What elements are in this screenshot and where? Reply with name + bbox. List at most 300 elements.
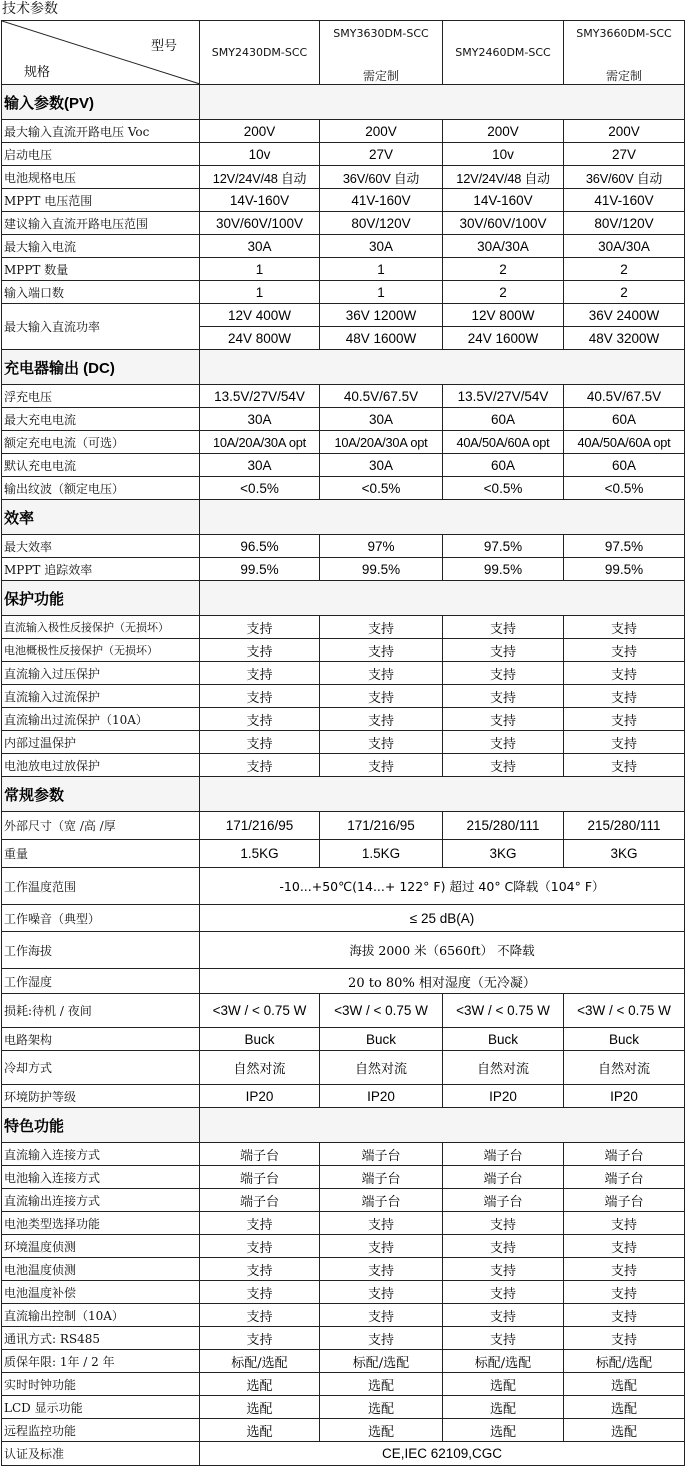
section-fill [200, 1108, 685, 1143]
value-cell: 端子台 [320, 1189, 443, 1212]
value-cell: 97.5% [443, 535, 564, 558]
value-cell: 36V 2400W [564, 304, 685, 327]
row-label: 最大效率 [2, 535, 200, 558]
row-label: 直流输入过压保护 [2, 662, 200, 685]
value-cell: 支持 [320, 616, 443, 639]
value-cell: 支持 [564, 662, 685, 685]
spec-row [2, 994, 685, 1028]
value-cell: 选配 [564, 1419, 685, 1442]
value-cell: 端子台 [443, 1143, 564, 1166]
row-label: 内部过温保护 [2, 731, 200, 754]
row-label: 直流输入连接方式 [2, 1143, 200, 1166]
spec-row [2, 408, 685, 431]
row-label: 最大输入电流 [2, 235, 200, 258]
spec-row [2, 731, 685, 754]
value-cell: <3W / < 0.75 W [320, 994, 443, 1028]
value-cell: 24V 1600W [443, 327, 564, 350]
value-cell: 支持 [320, 708, 443, 731]
value-cell: 40.5V/67.5V [564, 385, 685, 408]
value-cell: 支持 [320, 685, 443, 708]
value-cell: 支持 [564, 1304, 685, 1327]
row-label: 重量 [2, 840, 200, 868]
model-name: SMY3660DM-SCC [576, 27, 672, 40]
row-label: 环境温度侦测 [2, 1235, 200, 1258]
value-cell: 36V 1200W [320, 304, 443, 327]
spec-row [2, 235, 685, 258]
value-cell: 1 [200, 281, 320, 304]
value-cell: 支持 [443, 685, 564, 708]
value-cell: 支持 [320, 1304, 443, 1327]
value-cell: 支持 [443, 639, 564, 662]
row-label: 最大输入直流功率 [2, 304, 200, 350]
value-cell: 40A/50A/60A opt [443, 431, 564, 454]
value-cell: 端子台 [320, 1143, 443, 1166]
row-label: 工作海拔 [2, 932, 200, 969]
value-cell: 支持 [200, 1281, 320, 1304]
value-cell: 支持 [564, 1281, 685, 1304]
value-cell: 60A [443, 408, 564, 431]
value-cell: 端子台 [320, 1166, 443, 1189]
value-cell: <3W / < 0.75 W [564, 994, 685, 1028]
value-cell: 14V-160V [443, 189, 564, 212]
row-label: 电池规格电压 [2, 166, 200, 189]
row-label: 建议输入直流开路电压范围 [2, 212, 200, 235]
value-cell: <3W / < 0.75 W [443, 994, 564, 1028]
value-cell: 36V/60V 自动 [564, 166, 685, 189]
value-cell: 支持 [564, 1327, 685, 1350]
spec-row [2, 868, 685, 905]
value-cell: 60A [564, 408, 685, 431]
spec-row [2, 189, 685, 212]
value-cell: 48V 1600W [320, 327, 443, 350]
value-cell: 30A/30A [564, 235, 685, 258]
value-cell: 支持 [564, 616, 685, 639]
value-cell: 选配 [320, 1396, 443, 1419]
value-cell: 自然对流 [443, 1051, 564, 1085]
value-cell: 支持 [320, 1212, 443, 1235]
value-cell: 200V [320, 120, 443, 143]
row-label: 电池概极性反接保护（无损坏） [2, 639, 200, 662]
value-cell: 41V-160V [564, 189, 685, 212]
value-cell: 30A [200, 454, 320, 477]
value-cell: <3W / < 0.75 W [200, 994, 320, 1028]
section-fill [200, 500, 685, 535]
value-cell: 40A/50A/60A opt [564, 431, 685, 454]
value-cell: 97.5% [564, 535, 685, 558]
value-cell: 215/280/111 [443, 812, 564, 840]
value-cell: Buck [443, 1028, 564, 1051]
row-label: MPPT 追踪效率 [2, 558, 200, 581]
value-cell: IP20 [564, 1085, 685, 1108]
spec-row [2, 685, 685, 708]
value-cell: 支持 [200, 685, 320, 708]
value-cell: 选配 [564, 1396, 685, 1419]
section-fill [200, 581, 685, 616]
section-title: 特色功能 [2, 1108, 200, 1143]
section-header-row [2, 777, 685, 812]
value-cell: 自然对流 [200, 1051, 320, 1085]
value-cell: 10v [200, 143, 320, 166]
spec-row [2, 1258, 685, 1281]
value-cell: 支持 [200, 754, 320, 777]
value-cell: 支持 [200, 616, 320, 639]
value-cell: 171/216/95 [320, 812, 443, 840]
model-note: 需定制 [362, 69, 399, 83]
row-label: 输入端口数 [2, 281, 200, 304]
value-cell: 30A/30A [443, 235, 564, 258]
value-cell: 支持 [200, 662, 320, 685]
value-cell: 10A/20A/30A opt [320, 431, 443, 454]
section-fill [200, 85, 685, 120]
row-label: 电池类型选择功能 [2, 1212, 200, 1235]
spec-row [2, 1189, 685, 1212]
value-cell: 支持 [564, 1235, 685, 1258]
value-cell: 48V 3200W [564, 327, 685, 350]
row-label: 直流输出连接方式 [2, 1189, 200, 1212]
value-cell: <0.5% [200, 477, 320, 500]
value-cell: <0.5% [320, 477, 443, 500]
value-cell: 支持 [443, 708, 564, 731]
value-cell: IP20 [200, 1085, 320, 1108]
value-cell: 30A [320, 408, 443, 431]
value-cell: 30A [200, 235, 320, 258]
row-label: 工作湿度 [2, 969, 200, 994]
value-cell: 支持 [200, 1258, 320, 1281]
spec-row [2, 143, 685, 166]
row-label: LCD 显示功能 [2, 1396, 200, 1419]
value-cell: 端子台 [443, 1166, 564, 1189]
value-cell: 支持 [564, 685, 685, 708]
spec-row [2, 662, 685, 685]
row-label: 输出纹波（额定电压） [2, 477, 200, 500]
model-header [564, 21, 685, 85]
spec-row [2, 1350, 685, 1373]
row-label: 工作温度范围 [2, 868, 200, 905]
row-label: 最大充电电流 [2, 408, 200, 431]
spec-row [2, 535, 685, 558]
value-cell: 自然对流 [564, 1051, 685, 1085]
value-cell: 80V/120V [564, 212, 685, 235]
value-cell: 1 [320, 281, 443, 304]
value-cell: 30A [200, 408, 320, 431]
value-cell: 支持 [443, 1235, 564, 1258]
value-cell: Buck [200, 1028, 320, 1051]
value-cell: <0.5% [443, 477, 564, 500]
spec-row [2, 1327, 685, 1350]
spec-row [2, 1281, 685, 1304]
row-label: 电池温度补偿 [2, 1281, 200, 1304]
section-header-row [2, 85, 685, 120]
value-cell: 30A [320, 235, 443, 258]
row-label: 认证及标准 [2, 1442, 200, 1466]
value-cell: 支持 [320, 731, 443, 754]
value-cell: 支持 [320, 1235, 443, 1258]
value-cell: 选配 [564, 1373, 685, 1396]
model-name: SMY2460DM-SCC [455, 46, 551, 59]
value-cell: 支持 [443, 731, 564, 754]
section-title: 充电器输出 (DC) [2, 350, 200, 385]
spec-row [2, 477, 685, 500]
value-cell: 选配 [443, 1419, 564, 1442]
value-cell: 端子台 [564, 1189, 685, 1212]
spec-row [2, 905, 685, 932]
row-label: 直流输入极性反接保护（无损坏） [2, 616, 200, 639]
value-cell: 99.5% [443, 558, 564, 581]
row-label: 电池温度侦测 [2, 1258, 200, 1281]
spec-row [2, 385, 685, 408]
model-header [320, 21, 443, 85]
value-cell: 自然对流 [320, 1051, 443, 1085]
value-cell: 选配 [200, 1396, 320, 1419]
value-cell: 支持 [200, 1304, 320, 1327]
row-label: 工作噪音（典型） [2, 905, 200, 932]
value-cell: 支持 [564, 708, 685, 731]
value-cell: 选配 [443, 1373, 564, 1396]
value-cell: Buck [320, 1028, 443, 1051]
row-label: MPPT 电压范围 [2, 189, 200, 212]
value-cell: 端子台 [200, 1166, 320, 1189]
value-cell: 选配 [443, 1396, 564, 1419]
row-label: 电池放电过放保护 [2, 754, 200, 777]
value-cell: 30A [320, 454, 443, 477]
value-cell: 12V/24V/48 自动 [443, 166, 564, 189]
value-cell: 13.5V/27V/54V [200, 385, 320, 408]
section-header-row [2, 1108, 685, 1143]
value-cell: 99.5% [564, 558, 685, 581]
value-cell: 14V-160V [200, 189, 320, 212]
row-label: 电池输入连接方式 [2, 1166, 200, 1189]
spec-row [2, 932, 685, 969]
value-cell: 支持 [200, 1327, 320, 1350]
row-label: 直流输出过流保护（10A） [2, 708, 200, 731]
value-cell: 10A/20A/30A opt [200, 431, 320, 454]
value-cell: 215/280/111 [564, 812, 685, 840]
value-cell: 99.5% [200, 558, 320, 581]
row-label: 冷却方式 [2, 1051, 200, 1085]
spec-row [2, 1212, 685, 1235]
merged-value-cell: -10...+50℃(14...+ 122° F) 超过 40° C降载（104° F） [200, 868, 685, 905]
row-label: 环境防护等级 [2, 1085, 200, 1108]
row-label: 默认充电电流 [2, 454, 200, 477]
spec-row [2, 1166, 685, 1189]
value-cell: 支持 [564, 731, 685, 754]
spec-row [2, 840, 685, 868]
row-label: 外部尺寸（宽 /高 /厚 [2, 812, 200, 840]
value-cell: 端子台 [564, 1166, 685, 1189]
model-note: 需定制 [605, 69, 642, 83]
section-fill [200, 350, 685, 385]
spec-row [2, 558, 685, 581]
row-label: 电路架构 [2, 1028, 200, 1051]
value-cell: 1.5KG [320, 840, 443, 868]
value-cell: 2 [443, 281, 564, 304]
section-title: 效率 [2, 500, 200, 535]
value-cell: <0.5% [564, 477, 685, 500]
value-cell: 3KG [443, 840, 564, 868]
row-label: 通讯方式: RS485 [2, 1327, 200, 1350]
spec-row [2, 120, 685, 143]
value-cell: 200V [564, 120, 685, 143]
spec-row [2, 1373, 685, 1396]
value-cell: 12V/24V/48 自动 [200, 166, 320, 189]
value-cell: 支持 [200, 708, 320, 731]
value-cell: 支持 [443, 662, 564, 685]
section-header-row [2, 500, 685, 535]
value-cell: 端子台 [564, 1143, 685, 1166]
model-header [443, 21, 564, 85]
value-cell: 支持 [320, 1327, 443, 1350]
value-cell: 端子台 [200, 1143, 320, 1166]
value-cell: 27V [564, 143, 685, 166]
value-cell: 1.5KG [200, 840, 320, 868]
spec-row [2, 1442, 685, 1466]
spec-row [2, 258, 685, 281]
value-cell: 标配/选配 [320, 1350, 443, 1373]
spec-row [2, 1085, 685, 1108]
value-cell: 36V/60V 自动 [320, 166, 443, 189]
value-cell: 支持 [200, 1235, 320, 1258]
value-cell: 标配/选配 [443, 1350, 564, 1373]
value-cell: 标配/选配 [564, 1350, 685, 1373]
page-title: 技术参数 [2, 1, 58, 17]
value-cell: 端子台 [443, 1189, 564, 1212]
value-cell: 选配 [200, 1373, 320, 1396]
value-cell: 2 [564, 258, 685, 281]
value-cell: 97% [320, 535, 443, 558]
value-cell: 13.5V/27V/54V [443, 385, 564, 408]
value-cell: 2 [443, 258, 564, 281]
value-cell: 支持 [200, 639, 320, 662]
section-title: 常规参数 [2, 777, 200, 812]
spec-row [2, 1419, 685, 1442]
spec-row [2, 969, 685, 994]
value-cell: 支持 [564, 1212, 685, 1235]
section-title: 输入参数(PV) [2, 85, 200, 120]
value-cell: 24V 800W [200, 327, 320, 350]
value-cell: 10v [443, 143, 564, 166]
value-cell: 12V 400W [200, 304, 320, 327]
merged-value-cell: 20 to 80% 相对湿度（无冷凝） [200, 969, 685, 994]
value-cell: 1 [200, 258, 320, 281]
row-label: 损耗:待机 / 夜间 [2, 994, 200, 1028]
spec-row [2, 1143, 685, 1166]
value-cell: 支持 [564, 1258, 685, 1281]
value-cell: 选配 [320, 1419, 443, 1442]
value-cell: Buck [564, 1028, 685, 1051]
value-cell: 支持 [320, 1258, 443, 1281]
row-label: 浮充电压 [2, 385, 200, 408]
merged-value-cell: 海拔 2000 米（6560ft） 不降载 [200, 932, 685, 969]
value-cell: 支持 [443, 1212, 564, 1235]
row-label: 直流输入过流保护 [2, 685, 200, 708]
row-label: 直流输出控制（10A） [2, 1304, 200, 1327]
header-row [2, 21, 685, 85]
value-cell: IP20 [443, 1085, 564, 1108]
value-cell: 96.5% [200, 535, 320, 558]
value-cell: 3KG [564, 840, 685, 868]
value-cell: 支持 [320, 662, 443, 685]
section-title: 保护功能 [2, 581, 200, 616]
spec-row [2, 639, 685, 662]
spec-row [2, 166, 685, 189]
value-cell: 支持 [443, 1281, 564, 1304]
value-cell: 支持 [443, 754, 564, 777]
spec-row [2, 1396, 685, 1419]
value-cell: 选配 [320, 1373, 443, 1396]
value-cell: 41V-160V [320, 189, 443, 212]
value-cell: 80V/120V [320, 212, 443, 235]
header-corner-cell [2, 21, 200, 85]
section-header-row [2, 350, 685, 385]
merged-value-cell: CE,IEC 62109,CGC [200, 1442, 685, 1466]
value-cell: 30V/60V/100V [200, 212, 320, 235]
spec-row [2, 281, 685, 304]
value-cell: 支持 [443, 1258, 564, 1281]
spec-row [2, 454, 685, 477]
spec-row [2, 1304, 685, 1327]
value-cell: 171/216/95 [200, 812, 320, 840]
spec-row [2, 616, 685, 639]
spec-table [1, 20, 685, 1466]
spec-row [2, 304, 685, 327]
value-cell: 支持 [443, 1304, 564, 1327]
row-label: 质保年限: 1年 / 2 年 [2, 1350, 200, 1373]
value-cell: 1 [320, 258, 443, 281]
value-cell: 支持 [320, 1281, 443, 1304]
spec-row [2, 1028, 685, 1051]
value-cell: 端子台 [200, 1189, 320, 1212]
model-name: SMY3630DM-SCC [333, 27, 429, 40]
value-cell: 60A [443, 454, 564, 477]
value-cell: 标配/选配 [200, 1350, 320, 1373]
type-label: 型号 [150, 39, 177, 54]
spec-label: 规格 [24, 65, 51, 80]
spec-row [2, 708, 685, 731]
value-cell: 200V [200, 120, 320, 143]
spec-row [2, 1051, 685, 1085]
spec-row [2, 431, 685, 454]
spec-row [2, 754, 685, 777]
row-label: 远程监控功能 [2, 1419, 200, 1442]
value-cell: 27V [320, 143, 443, 166]
value-cell: 支持 [320, 754, 443, 777]
section-header-row [2, 581, 685, 616]
value-cell: 支持 [200, 1212, 320, 1235]
value-cell: 200V [443, 120, 564, 143]
spec-row [2, 812, 685, 840]
value-cell: 选配 [200, 1419, 320, 1442]
value-cell: 99.5% [320, 558, 443, 581]
value-cell: 支持 [200, 731, 320, 754]
section-fill [200, 777, 685, 812]
value-cell: 12V 800W [443, 304, 564, 327]
value-cell: 支持 [564, 754, 685, 777]
value-cell: 支持 [443, 616, 564, 639]
value-cell: 60A [564, 454, 685, 477]
model-header [200, 21, 320, 85]
spec-row [2, 212, 685, 235]
merged-value-cell: ≤ 25 dB(A) [200, 905, 685, 932]
row-label: MPPT 数量 [2, 258, 200, 281]
value-cell: 2 [564, 281, 685, 304]
spec-row [2, 1235, 685, 1258]
value-cell: 支持 [443, 1327, 564, 1350]
value-cell: 支持 [320, 639, 443, 662]
row-label: 启动电压 [2, 143, 200, 166]
value-cell: 30V/60V/100V [443, 212, 564, 235]
row-label: 额定充电电流（可选） [2, 431, 200, 454]
value-cell: 支持 [564, 639, 685, 662]
